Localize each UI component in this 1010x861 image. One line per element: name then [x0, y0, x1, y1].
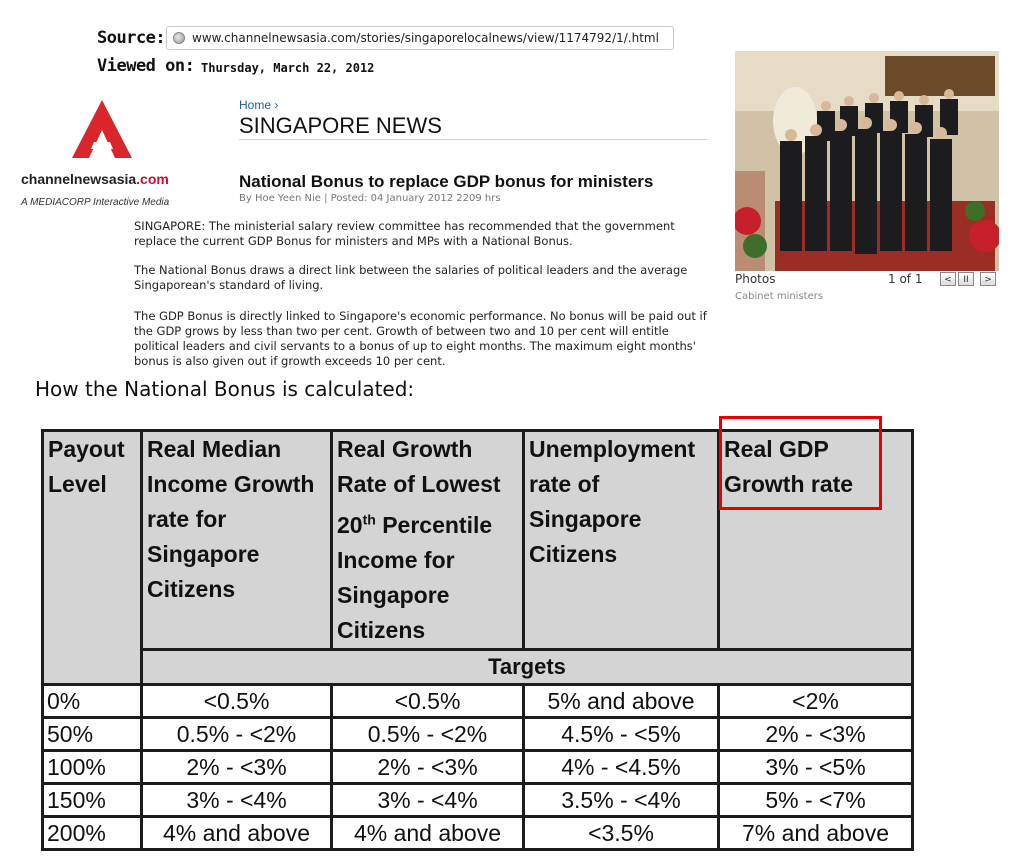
globe-icon: [173, 32, 185, 44]
next-photo-button[interactable]: >: [980, 272, 996, 286]
article-paragraph: The GDP Bonus is directly linked to Singapore's economic performance. No bonus will be paid out if the GDP grows by less than two per cent. Growth of between two and 10 per cent will entitle political leaders and civil servants to a bonus of up to eight months. The maximum eight months' bonus is also given out if growth exceeds 10 per cent.: [134, 309, 707, 368]
logo-tagline: A MEDIACORP Interactive Media: [21, 197, 170, 208]
header-median-income: Real Median Income Growth rate for Singapore Citizens: [142, 431, 332, 650]
article-paragraph: The National Bonus draws a direct link between the salaries of political leaders and the average Singaporean's standard of living.: [134, 263, 688, 292]
url-bar[interactable]: [166, 26, 674, 50]
cabinet-photo[interactable]: [735, 51, 999, 271]
breadcrumb-home-link[interactable]: Home ›: [239, 98, 279, 112]
table-cell: 3% - <4%: [332, 783, 524, 816]
table-cell: 4% - <4.5%: [524, 750, 719, 783]
table-cell: 3% - <4%: [142, 783, 332, 816]
photos-count: 1 of 1: [888, 272, 923, 286]
header-unemployment: Unemployment rate of Singapore Citizens: [524, 431, 719, 650]
table-cell: 0.5% - <2%: [332, 717, 524, 750]
source-label: Source:: [97, 28, 166, 48]
article-headline: National Bonus to replace GDP bonus for ministers: [239, 172, 654, 191]
targets-label: Targets: [142, 649, 913, 684]
ordinal-suffix: th: [362, 511, 376, 527]
table-cell: 2% - <3%: [142, 750, 332, 783]
section-title: SINGAPORE NEWS: [239, 113, 442, 138]
payout-cell: 50%: [43, 717, 142, 750]
table-cell: 5% - <7%: [719, 783, 913, 816]
photo-caption: Cabinet ministers: [735, 291, 824, 302]
logo-name-tld: .com: [136, 171, 169, 187]
logo-name-main: channelnewsasia: [21, 171, 137, 187]
payout-cell: 200%: [43, 816, 142, 849]
table-cell: <2%: [719, 684, 913, 717]
table-cell: 0.5% - <2%: [142, 717, 332, 750]
table-cell: 2% - <3%: [332, 750, 524, 783]
table-row: [43, 816, 913, 849]
header-payout-level: Payout Level: [43, 431, 142, 685]
payout-cell: 150%: [43, 783, 142, 816]
channelnewsasia-logo-icon: [72, 100, 132, 158]
table-row: [43, 783, 913, 816]
section-divider: [239, 139, 707, 140]
payout-cell: 100%: [43, 750, 142, 783]
table-cell: <0.5%: [332, 684, 524, 717]
table-row: [43, 750, 913, 783]
header-lowest-20th-text: Real Growth Rate of Lowest 20th Percentile Income for Singapore Citizens: [337, 436, 501, 643]
table-cell: 7% and above: [719, 816, 913, 849]
viewed-date: Thursday, March 22, 2012: [201, 61, 375, 75]
prev-photo-button[interactable]: <: [940, 272, 956, 286]
table-cell: <3.5%: [524, 816, 719, 849]
article-byline: By Hoe Yeen Nie | Posted: 04 January 2012 2209 hrs: [239, 193, 501, 204]
cabinet-photo-image: [735, 51, 999, 271]
viewed-on-label: Viewed on:: [97, 56, 195, 76]
table-cell: 3% - <5%: [719, 750, 913, 783]
table-row: [43, 684, 913, 717]
table-cell: 4.5% - <5%: [524, 717, 719, 750]
payout-cell: 0%: [43, 684, 142, 717]
table-cell: 2% - <3%: [719, 717, 913, 750]
calculation-title: How the National Bonus is calculated:: [35, 377, 415, 401]
table-cell: 5% and above: [524, 684, 719, 717]
header-lowest-20th-income: [332, 431, 524, 650]
table-cell: 4% and above: [142, 816, 332, 849]
header-real-gdp: Real GDP Growth rate: [719, 431, 913, 650]
logo-wordmark: [21, 171, 169, 187]
targets-row: [43, 649, 913, 684]
table-row: [43, 717, 913, 750]
photos-label: Photos: [735, 272, 776, 286]
article-paragraph: SINGAPORE: The ministerial salary review committee has recommended that the government replace the current GDP Bonus for ministers and MPs with a National Bonus.: [134, 219, 675, 248]
url-text: www.channelnewsasia.com/stories/singaporelocalnews/view/1174792/1/.html: [192, 31, 659, 45]
pause-button[interactable]: II: [958, 272, 974, 286]
table-cell: 3.5% - <4%: [524, 783, 719, 816]
gdp-highlight-box: [719, 416, 882, 510]
table-cell: <0.5%: [142, 684, 332, 717]
table-cell: 4% and above: [332, 816, 524, 849]
